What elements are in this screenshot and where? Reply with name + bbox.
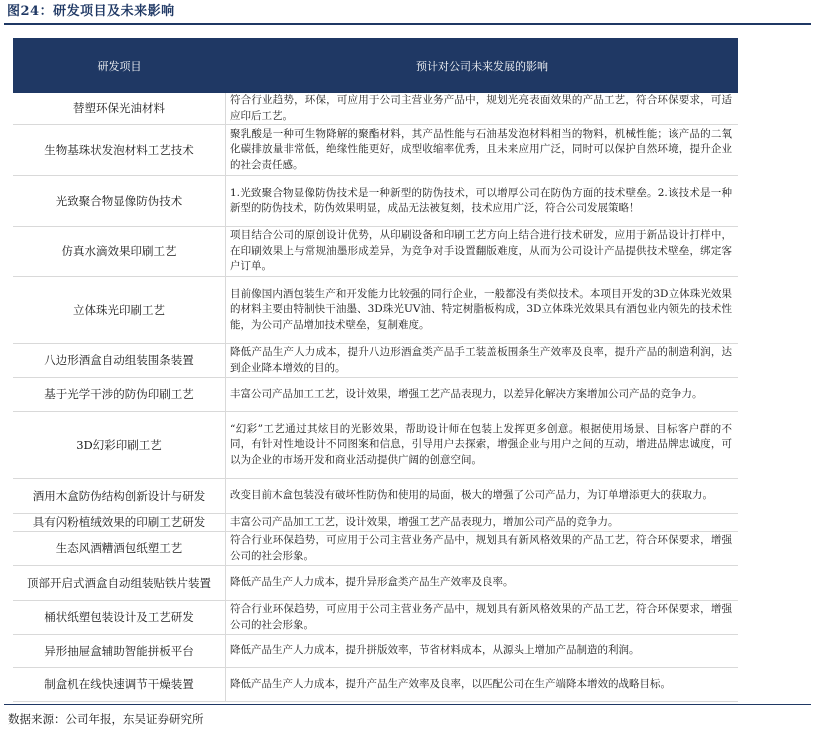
impact-cell: 降低产品生产人力成本，提升拼版效率，节省材料成本，从源头上增加产品制造的利润。 — [230, 644, 640, 657]
table-row — [13, 125, 738, 176]
impact-cell: 降低产品生产人力成本，提升八边形酒盒类产品手工装盖板围条生产效率及良率，提升产品的制造利润，达到企业降本增效的目的。 — [230, 346, 732, 374]
impact-cell: 聚乳酸是一种可生物降解的聚酯材料，其产品性能与石油基发泡材料相当的物料，机械性能；该产品的二氧化碳排放量非常低，绝缘性能更好，成型收缩率优秀，且未来应用广泛，同时可以保护自然环境，提升企业的社会责任感。 — [230, 127, 732, 171]
impact-cell: 符合行业环保趋势，可应用于公司主营业务产品中，规划具有新风格效果的产品工艺，符合环保要求，增强公司的社会形象。 — [230, 603, 732, 631]
table-row — [13, 635, 738, 668]
project-cell: 顶部开启式酒盒自动组装贴铁片装置 — [13, 566, 226, 600]
table-row — [13, 227, 738, 277]
impact-cell: 目前像国内酒包装生产和开发能力比较强的同行企业，一般都没有类似技术。本项目开发的3D立体珠光效果的材料主要由特制快干油墨、3D珠光UV油、特定树脂板构成，3D立体珠光效果具有酒包业内领先的技术性能，为公司产品增加技术壁垒，复制难度。 — [230, 287, 732, 331]
table-row — [13, 344, 738, 378]
project-cell: 仿真水滴效果印刷工艺 — [13, 227, 226, 276]
project-cell: 光致聚合物显像防伪技术 — [13, 176, 226, 226]
project-cell: 替塑环保光油材料 — [13, 93, 226, 124]
impact-cell: 项目结合公司的原创设计优势，从印刷设备和印刷工艺方向上结合进行技术研发，应用于新品设计打样中，在印刷效果上与常规油墨形成差异，为竞争对手设置翻版难度，从而为公司设计产品提供技术壁垒，绑定客户订单。 — [230, 229, 732, 273]
impact-cell: 1.光致聚合物显像防伪技术是一种新型的防伪技术，可以增厚公司在防伪方面的技术壁垒。2.该技术是一种新型的防伪技术，防伪效果明显，成品无法被复刻，技术应用广泛，符合公司发展策略！ — [230, 186, 732, 214]
table-row — [13, 514, 738, 532]
table-row — [13, 277, 738, 344]
project-cell: 立体珠光印刷工艺 — [13, 277, 226, 343]
table-row — [13, 668, 738, 702]
table-row — [13, 479, 738, 514]
rd-projects-table — [13, 38, 738, 702]
table-row — [13, 412, 738, 479]
impact-cell: 改变目前木盒包装没有破坏性防伪和使用的局面，极大的增强了公司产品力，为订单增添更大的获取力。 — [230, 489, 713, 502]
table-row — [13, 566, 738, 601]
table-row — [13, 601, 738, 635]
impact-cell: 降低产品生产人力成本，提升产品生产效率及良率，以匹配公司在生产端降本增效的战略目标。 — [230, 677, 671, 690]
project-cell: 基于光学干涉的防伪印刷工艺 — [13, 378, 226, 411]
source-note: 数据来源：公司年报，东吴证券研究所 — [8, 712, 204, 726]
impact-cell: 降低产品生产人力成本，提升异形盒类产品生产效率及良率。 — [230, 576, 514, 589]
project-cell: 3D幻彩印刷工艺 — [13, 412, 226, 478]
table-header — [13, 38, 738, 93]
project-cell: 生物基珠状发泡材料工艺技术 — [13, 125, 226, 175]
impact-cell: 丰富公司产品加工工艺，设计效果，增强工艺产品表现力，以差异化解决方案增加公司产品的竞争力。 — [230, 387, 703, 400]
project-cell: 异形抽屉盒辅助智能拼板平台 — [13, 635, 226, 667]
table-row — [13, 176, 738, 227]
table-row — [13, 378, 738, 412]
title-rule — [4, 23, 811, 25]
table-row — [13, 532, 738, 566]
impact-cell: 符合行业趋势，环保，可应用于公司主营业务产品中，规划光亮表面效果的产品工艺，符合环保要求，可适应印后工艺。 — [230, 94, 732, 122]
header-impact: 预计对公司未来发展的影响 — [416, 59, 548, 73]
figure-title: 图24：研发项目及未来影响 — [7, 4, 175, 19]
project-cell: 生态风酒糟酒包纸塑工艺 — [13, 532, 226, 565]
project-cell: 桶状纸塑包装设计及工艺研发 — [13, 601, 226, 634]
header-project: 研发项目 — [97, 59, 142, 73]
table-row — [13, 93, 738, 125]
project-cell: 制盒机在线快速调节干燥装置 — [13, 668, 226, 701]
impact-cell: 丰富公司产品加工工艺，设计效果，增强工艺产品表现力，增加公司产品的竞争力。 — [230, 515, 619, 528]
project-cell: 八边形酒盒自动组装围条装置 — [13, 344, 226, 377]
impact-cell: 符合行业环保趋势，可应用于公司主营业务产品中，规划具有新风格效果的产品工艺，符合环保要求，增强公司的社会形象。 — [230, 534, 732, 562]
footer-rule — [4, 704, 811, 705]
impact-cell: “幻彩”工艺通过其炫目的光影效果，帮助设计师在包装上发挥更多创意。根据使用场景、目标客户群的不同，有针对性地设计不同图案和信息，引导用户去探索，增强企业与用户之间的互动，增进品牌忠诚度，可以为企业的市场开发和商业活动提供广阔的创意空间。 — [230, 422, 732, 466]
project-cell: 酒用木盒防伪结构创新设计与研发 — [13, 479, 226, 513]
project-cell: 具有闪粉植绒效果的印刷工艺研发 — [13, 514, 226, 531]
